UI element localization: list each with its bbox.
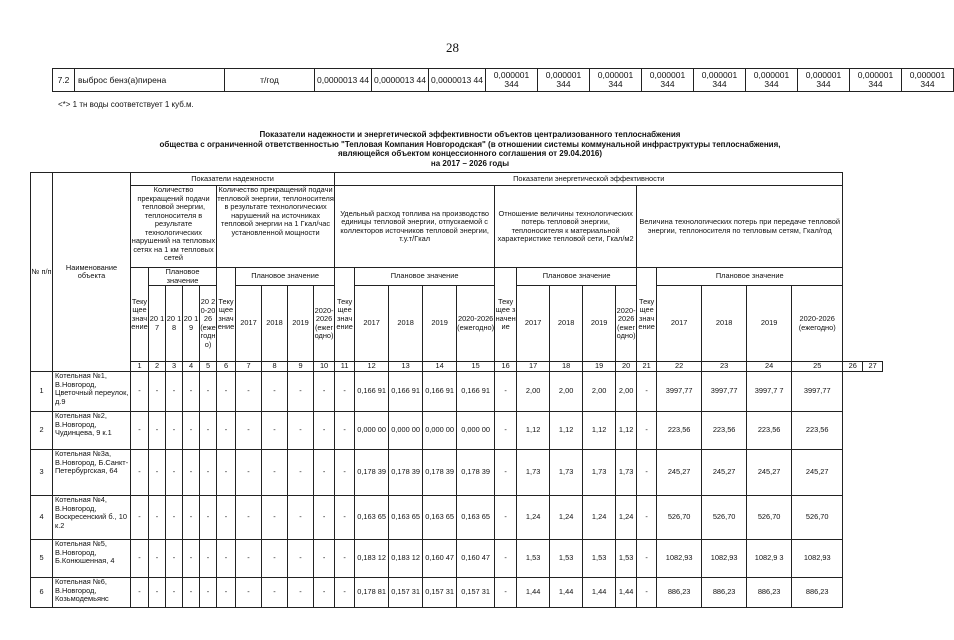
header-name: Наименование объекта: [53, 173, 131, 372]
value-cell: -: [236, 540, 262, 578]
value-cell: 2,00: [550, 372, 583, 412]
header-row: [31, 268, 883, 286]
value-cell: 0,000 00: [355, 412, 389, 450]
header-year: 20 19: [183, 286, 200, 362]
value-cell: -: [183, 578, 200, 608]
col-number: 21: [637, 362, 657, 372]
header-year: 2018: [389, 286, 423, 362]
value-cell: 0,163 65: [355, 496, 389, 540]
value-cell: -: [314, 412, 335, 450]
value-cell: 0,178 39: [355, 450, 389, 496]
value-cell: 1,53: [517, 540, 550, 578]
value-cell: -: [262, 496, 288, 540]
value-cell: 1,53: [616, 540, 637, 578]
value-cell: -: [200, 540, 217, 578]
value-cell: -: [262, 540, 288, 578]
header-year: 2018: [262, 286, 288, 362]
value-cell: 0,163 65: [423, 496, 457, 540]
value-cell: -: [495, 412, 517, 450]
value-cell: -: [149, 496, 166, 540]
value-cell: 0,160 47: [423, 540, 457, 578]
value-cell: 0,166 91: [457, 372, 495, 412]
header-planned: Плановое значение: [355, 268, 495, 286]
emissions-table: [52, 68, 954, 92]
value-cell: 1082,93: [702, 540, 747, 578]
value-cell: 1,44: [583, 578, 616, 608]
value-cell: 0,000 00: [389, 412, 423, 450]
value-cell: 245,27: [657, 450, 702, 496]
value-cell: 1082,93: [657, 540, 702, 578]
col-number: 18: [550, 362, 583, 372]
col-number: 6: [217, 362, 236, 372]
value-cell: 2,00: [517, 372, 550, 412]
header-year: 2019: [288, 286, 314, 362]
value-cell: 245,27: [702, 450, 747, 496]
value-cell: 0,178 39: [389, 450, 423, 496]
value-cell: 0,157 31: [423, 578, 457, 608]
header-year: 2017: [236, 286, 262, 362]
value-cell: -: [637, 372, 657, 412]
value-cell: -: [495, 496, 517, 540]
table-row: [31, 372, 883, 412]
value-cell: -: [236, 412, 262, 450]
col-number: 5: [200, 362, 217, 372]
col-number: 3: [166, 362, 183, 372]
header-year: 2020-2026 (ежегодно): [792, 286, 843, 362]
col-number: 12: [355, 362, 389, 372]
value-cell: -: [637, 450, 657, 496]
value-cell: -: [166, 412, 183, 450]
value-cell: -: [335, 412, 355, 450]
value-cell: -: [637, 578, 657, 608]
col-number: 24: [747, 362, 792, 372]
value-cell: -: [288, 372, 314, 412]
header-planned: Плановое значение: [149, 268, 217, 286]
value-cell: -: [131, 578, 149, 608]
header-num: № п/п: [31, 173, 53, 372]
header-row: [31, 286, 883, 362]
value-cell: 0,000001 344: [850, 69, 902, 92]
value-cell: -: [131, 372, 149, 412]
header-year: 2019: [583, 286, 616, 362]
value-cell: 1,24: [616, 496, 637, 540]
value-cell: -: [637, 540, 657, 578]
object-name: Котельная №6, В.Новгород, Козьмодемьянс: [53, 578, 131, 608]
value-cell: 0,178 39: [457, 450, 495, 496]
header-current: Текущее значение: [637, 268, 657, 362]
col-number: 8: [262, 362, 288, 372]
value-cell: -: [166, 578, 183, 608]
value-cell: 223,56: [747, 412, 792, 450]
col-number: 15: [457, 362, 495, 372]
table-row: [31, 450, 883, 496]
value-cell: -: [217, 450, 236, 496]
header-current: Текущее значение: [131, 268, 149, 362]
col-number: 22: [657, 362, 702, 372]
value-cell: -: [149, 450, 166, 496]
value-cell: 0,000001 344: [694, 69, 746, 92]
header-row: [31, 186, 883, 268]
value-cell: -: [166, 450, 183, 496]
value-cell: -: [183, 412, 200, 450]
value-cell: 0,000001 344: [746, 69, 798, 92]
value-cell: -: [166, 496, 183, 540]
value-cell: -: [217, 372, 236, 412]
value-cell: -: [200, 450, 217, 496]
value-cell: -: [335, 496, 355, 540]
value-cell: -: [217, 578, 236, 608]
value-cell: -: [149, 578, 166, 608]
value-cell: 1082,9 3: [747, 540, 792, 578]
value-cell: 0,000 00: [423, 412, 457, 450]
header-year: 2018: [550, 286, 583, 362]
value-cell: -: [183, 372, 200, 412]
object-name: Котельная №5, В.Новгород, Б.Конюшенная, 4: [53, 540, 131, 578]
value-cell: 1,44: [550, 578, 583, 608]
row-number: 5: [31, 540, 53, 578]
value-cell: 3997,77: [792, 372, 843, 412]
value-cell: 0,0000013 44: [429, 69, 486, 92]
value-cell: 1,24: [583, 496, 616, 540]
header-row: [31, 173, 883, 186]
value-cell: -: [314, 372, 335, 412]
value-cell: -: [149, 540, 166, 578]
header-planned: Плановое значение: [517, 268, 637, 286]
value-cell: 0,178 39: [423, 450, 457, 496]
row-number: 6: [31, 578, 53, 608]
value-cell: -: [262, 578, 288, 608]
value-cell: 0,000001 344: [538, 69, 590, 92]
header-current: Текущее значение: [495, 268, 517, 362]
header-year: 2019: [747, 286, 792, 362]
value-cell: -: [314, 450, 335, 496]
value-cell: -: [314, 540, 335, 578]
col-number: 23: [702, 362, 747, 372]
footnote: <*> 1 тн воды соответствует 1 куб.м.: [58, 100, 194, 109]
value-cell: 0,183 12: [355, 540, 389, 578]
value-cell: 886,23: [657, 578, 702, 608]
value-cell: 886,23: [792, 578, 843, 608]
value-cell: 1,44: [517, 578, 550, 608]
object-name: Котельная №4, В.Новгород, Воскресенский б., 10 к.2: [53, 496, 131, 540]
value-cell: -: [314, 578, 335, 608]
value-cell: -: [131, 540, 149, 578]
col-number: 1: [131, 362, 149, 372]
value-cell: -: [262, 412, 288, 450]
value-cell: 2,00: [616, 372, 637, 412]
header-year: 20 18: [166, 286, 183, 362]
header-group-5: Величина технологических потерь при передаче тепловой энергии, теплоносителя по тепловым сетям, Гкал/год: [637, 186, 843, 268]
value-cell: -: [495, 372, 517, 412]
table-row: [53, 69, 954, 92]
col-number: 9: [288, 362, 314, 372]
col-number: 11: [335, 362, 355, 372]
col-number: 14: [423, 362, 457, 372]
value-cell: -: [288, 450, 314, 496]
col-number: 16: [495, 362, 517, 372]
row-number: 2: [31, 412, 53, 450]
value-cell: 886,23: [702, 578, 747, 608]
value-cell: 1,12: [583, 412, 616, 450]
value-cell: 0,183 12: [389, 540, 423, 578]
value-cell: 223,56: [792, 412, 843, 450]
value-cell: -: [288, 540, 314, 578]
value-cell: 0,160 47: [457, 540, 495, 578]
header-current: Текущее значение: [217, 268, 236, 362]
header-efficiency: Показатели энергетической эффективности: [335, 173, 843, 186]
value-cell: -: [200, 496, 217, 540]
page-number: 28: [446, 40, 459, 55]
col-number: 2: [149, 362, 166, 372]
col-number: 4: [183, 362, 200, 372]
value-cell: -: [166, 372, 183, 412]
header-year: 2019: [423, 286, 457, 362]
row-number: 3: [31, 450, 53, 496]
value-cell: -: [288, 496, 314, 540]
value-cell: 0,000001 344: [902, 69, 954, 92]
value-cell: -: [131, 412, 149, 450]
value-cell: 1,53: [550, 540, 583, 578]
object-name: Котельная №3а, В.Новгород, Б.Санкт-Петербургская, 64: [53, 450, 131, 496]
header-planned: Плановое значение: [236, 268, 335, 286]
value-cell: -: [200, 412, 217, 450]
value-cell: 1,12: [550, 412, 583, 450]
header-planned: Плановое значение: [657, 268, 843, 286]
table-row: [31, 496, 883, 540]
row-number: 7.2: [53, 69, 75, 92]
value-cell: 0,000001 344: [642, 69, 694, 92]
value-cell: -: [236, 578, 262, 608]
value-cell: 2,00: [583, 372, 616, 412]
value-cell: -: [217, 412, 236, 450]
value-cell: -: [314, 496, 335, 540]
header-group-1: Количество прекращений подачи тепловой энергии, теплоносителя в результате технологических нарушений на тепловых сетях на 1 км тепловых сетей: [131, 186, 217, 268]
value-cell: -: [262, 450, 288, 496]
value-cell: 223,56: [702, 412, 747, 450]
header-year: 20 20-20 26 (ежегодно): [200, 286, 217, 362]
value-cell: -: [149, 412, 166, 450]
value-cell: 0,157 31: [457, 578, 495, 608]
value-cell: 0,166 91: [389, 372, 423, 412]
value-cell: -: [166, 540, 183, 578]
value-cell: 886,23: [747, 578, 792, 608]
value-cell: 0,178 81: [355, 578, 389, 608]
col-number: 13: [389, 362, 423, 372]
row-name: выброс бенз(а)пирена: [75, 69, 225, 92]
value-cell: 0,0000013 44: [372, 69, 429, 92]
header-year: 2020-2026 (ежегодно): [616, 286, 637, 362]
row-unit: т/год: [225, 69, 315, 92]
value-cell: 3997,77: [702, 372, 747, 412]
value-cell: -: [236, 372, 262, 412]
header-group-4: Отношение величины технологических потерь тепловой энергии, теплоносителя к материальной характеристике тепловой сети, Гкал/м2: [495, 186, 637, 268]
header-current: Текущее значение: [335, 268, 355, 362]
value-cell: -: [335, 450, 355, 496]
value-cell: 3997,77: [657, 372, 702, 412]
value-cell: -: [495, 450, 517, 496]
value-cell: -: [183, 540, 200, 578]
value-cell: -: [637, 412, 657, 450]
table-row: [31, 578, 883, 608]
col-number: 26: [843, 362, 863, 372]
value-cell: 526,70: [702, 496, 747, 540]
indicators-table: [30, 172, 883, 608]
value-cell: -: [236, 496, 262, 540]
value-cell: 223,56: [657, 412, 702, 450]
value-cell: 0,166 91: [355, 372, 389, 412]
header-year: 2020-2026 (ежегодно): [457, 286, 495, 362]
header-group-3: Удельный расход топлива на производство единицы тепловой энергии, отпускаемой с коллекторов источников тепловой энергии, т.у.т/Гкал: [335, 186, 495, 268]
value-cell: 1,73: [583, 450, 616, 496]
value-cell: 526,70: [657, 496, 702, 540]
value-cell: 526,70: [792, 496, 843, 540]
header-year: 2017: [657, 286, 702, 362]
value-cell: 1,24: [550, 496, 583, 540]
value-cell: -: [131, 450, 149, 496]
value-cell: 1,12: [517, 412, 550, 450]
value-cell: 1,73: [616, 450, 637, 496]
value-cell: -: [200, 372, 217, 412]
value-cell: -: [262, 372, 288, 412]
col-number: 7: [236, 362, 262, 372]
value-cell: 0,000001 344: [798, 69, 850, 92]
value-cell: 0,0000013 44: [315, 69, 372, 92]
value-cell: -: [149, 372, 166, 412]
value-cell: 0,166 91: [423, 372, 457, 412]
value-cell: -: [183, 450, 200, 496]
value-cell: -: [288, 578, 314, 608]
value-cell: 245,27: [792, 450, 843, 496]
value-cell: 1,12: [616, 412, 637, 450]
value-cell: -: [200, 578, 217, 608]
value-cell: 1,73: [517, 450, 550, 496]
value-cell: 1,73: [550, 450, 583, 496]
header-reliability: Показатели надежности: [131, 173, 335, 186]
value-cell: -: [495, 578, 517, 608]
header-year: 2017: [355, 286, 389, 362]
value-cell: 245,27: [747, 450, 792, 496]
value-cell: 0,000001 344: [590, 69, 642, 92]
header-year: 2017: [517, 286, 550, 362]
value-cell: -: [131, 496, 149, 540]
value-cell: -: [335, 540, 355, 578]
value-cell: 1,44: [616, 578, 637, 608]
value-cell: 1,24: [517, 496, 550, 540]
row-number: 1: [31, 372, 53, 412]
header-year: 2020-2026 (ежегодно): [314, 286, 335, 362]
value-cell: 0,163 65: [457, 496, 495, 540]
value-cell: -: [495, 540, 517, 578]
table-row: [31, 540, 883, 578]
value-cell: -: [335, 578, 355, 608]
col-number: 25: [792, 362, 843, 372]
value-cell: -: [335, 372, 355, 412]
col-number: 10: [314, 362, 335, 372]
col-number: 19: [583, 362, 616, 372]
value-cell: 1082,93: [792, 540, 843, 578]
row-number: 4: [31, 496, 53, 540]
object-name: Котельная №1, В.Новгород, Цветочный переулок, д.9: [53, 372, 131, 412]
value-cell: 0,000001 344: [486, 69, 538, 92]
value-cell: -: [217, 540, 236, 578]
value-cell: -: [183, 496, 200, 540]
table-row: [31, 412, 883, 450]
object-name: Котельная №2, В.Новгород, Чудинцева, 9 к.1: [53, 412, 131, 450]
header-year: 2018: [702, 286, 747, 362]
value-cell: -: [288, 412, 314, 450]
value-cell: 0,163 65: [389, 496, 423, 540]
value-cell: -: [236, 450, 262, 496]
col-number: 20: [616, 362, 637, 372]
header-year: 20 17: [149, 286, 166, 362]
value-cell: 526,70: [747, 496, 792, 540]
value-cell: -: [637, 496, 657, 540]
section-title: Показатели надежности и энергетической эффективности объектов централизованного теплоснабжения общества с ограниченной ответственностью "Тепловая Компания Новгородская" (в отношении системы коммунальной инфраструктуры теплоснабжения, являющейся объектом концессионного соглашения от 29.04.2016) на 2017 – 2026 годы: [159, 130, 781, 168]
col-number: 17: [517, 362, 550, 372]
value-cell: -: [217, 496, 236, 540]
header-group-2: Количество прекращений подачи тепловой энергии, теплоносителя в результате технологических нарушений на источниках тепловой энергии на 1 Гкал/час установленной мощности: [217, 186, 335, 268]
col-number: 27: [863, 362, 883, 372]
value-cell: 3997,7 7: [747, 372, 792, 412]
value-cell: 1,53: [583, 540, 616, 578]
value-cell: 0,157 31: [389, 578, 423, 608]
value-cell: 0,000 00: [457, 412, 495, 450]
column-numbers-row: [31, 362, 883, 372]
